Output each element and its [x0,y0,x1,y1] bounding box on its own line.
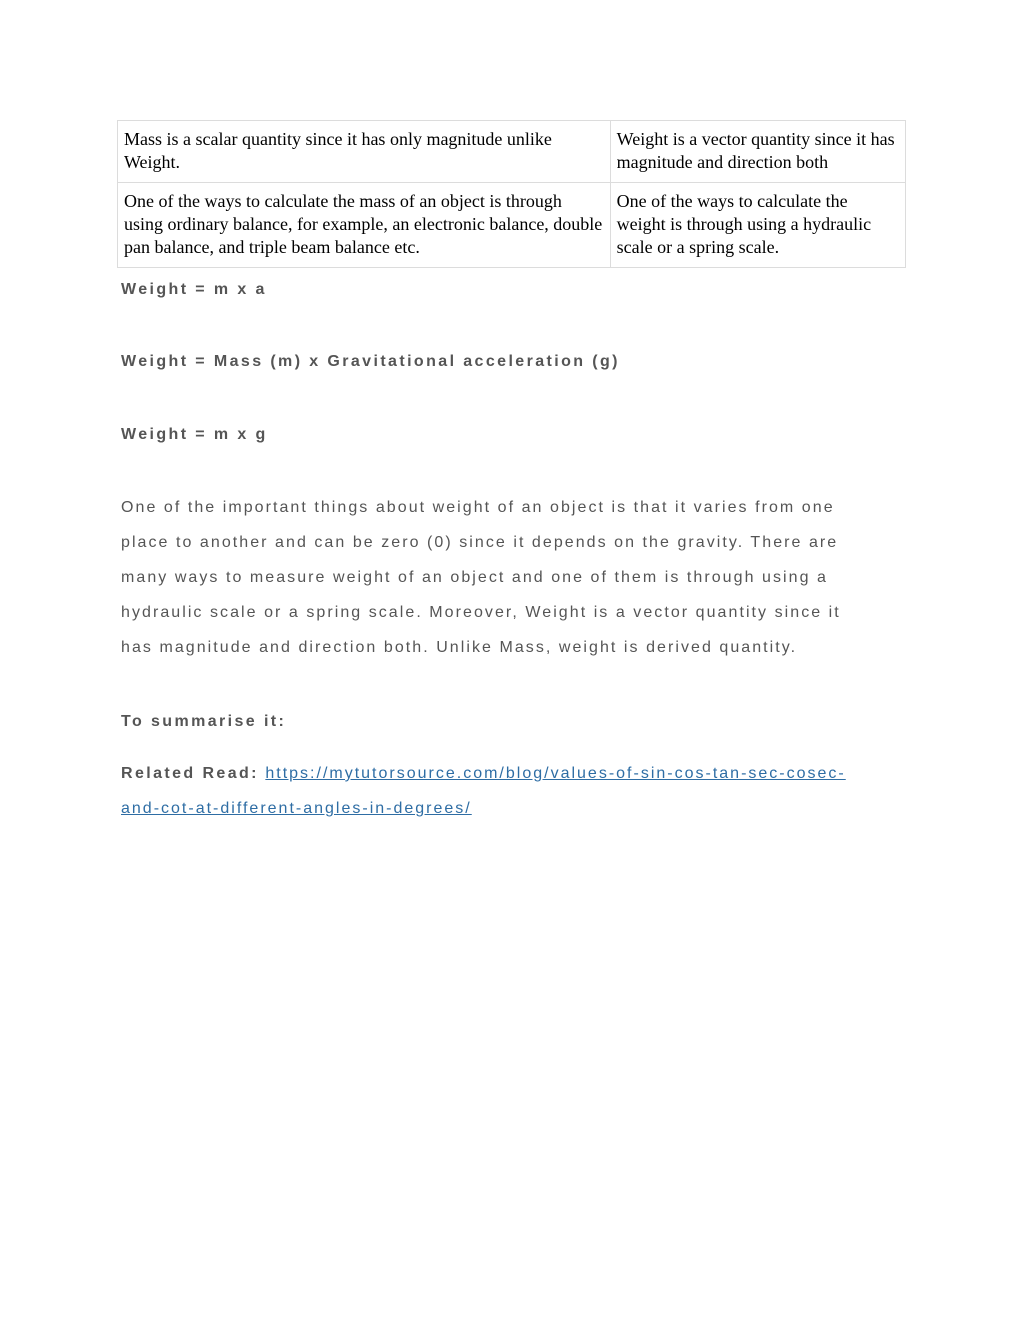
table-cell-mass: One of the ways to calculate the mass of an object is through using ordinary balance, for example, an electronic balance, double pan balance, and triple beam balance etc. [118,183,611,268]
paragraph-line: has magnitude and direction both. Unlike Mass, weight is derived quantity. [121,639,798,656]
summary-heading: To summarise it: [121,713,287,730]
table-cell-weight: Weight is a vector quantity since it has magnitude and direction both [610,121,905,183]
formula-weight-m-a: Weight = m x a [121,281,267,298]
related-read-line-2 [121,791,921,826]
table-row [118,121,906,183]
mass-weight-comparison-table [117,120,906,268]
formula-weight-m-g: Weight = m x g [121,426,268,443]
related-read-line-1 [121,756,921,791]
paragraph-line: place to another and can be zero (0) since it depends on the gravity. There are [121,534,839,551]
table-cell-weight: One of the ways to calculate the weight is through using a hydraulic scale or a spring scale. [610,183,905,268]
paragraph-line: hydraulic scale or a spring scale. Moreover, Weight is a vector quantity since it [121,604,841,621]
paragraph-line: One of the important things about weight of an object is that it varies from one [121,499,835,516]
weight-explanation-paragraph [121,490,921,665]
related-read-label: Related Read: [121,765,259,782]
related-read [121,756,921,826]
formula-weight-mass-gravity: Weight = Mass (m) x Gravitational acceleration (g) [121,353,620,370]
related-read-link-continued[interactable]: and-cot-at-different-angles-in-degrees/ [121,800,472,817]
paragraph-line: many ways to measure weight of an object and one of them is through using a [121,569,828,586]
table-row [118,183,906,268]
related-read-link[interactable]: https://mytutorsource.com/blog/values-of-sin-cos-tan-sec-cosec- [265,765,846,782]
table-cell-mass: Mass is a scalar quantity since it has only magnitude unlike Weight. [118,121,611,183]
